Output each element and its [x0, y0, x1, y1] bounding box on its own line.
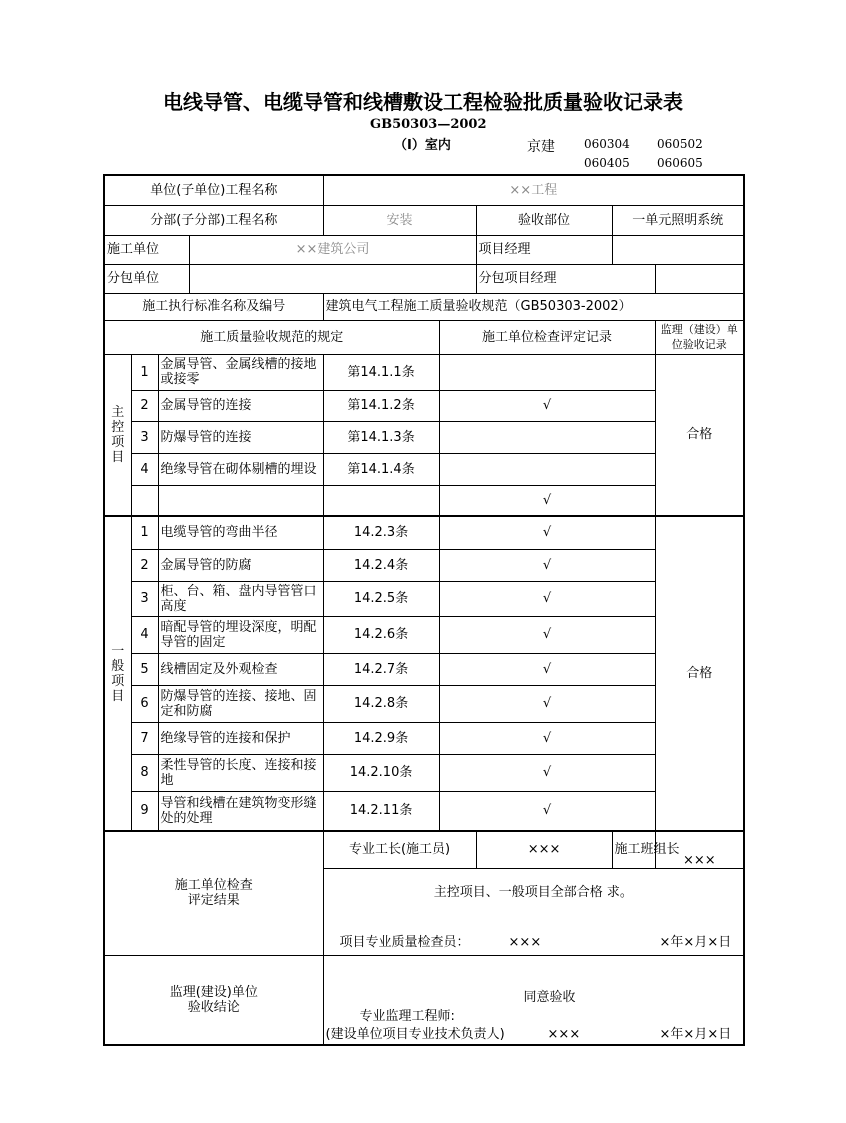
item-desc — [158, 485, 323, 516]
table-row — [104, 354, 744, 390]
subcontract-unit-label: 分包单位 — [104, 264, 189, 293]
owner-label: (建设单位项目专业技术负责人) — [325, 1026, 505, 1042]
item-check: √ — [439, 653, 655, 685]
item-desc: 金属导管的连接 — [158, 390, 323, 421]
supervision-column-header: 监理（建设）单位验收记录 — [655, 320, 744, 354]
construction-unit-value: ××建筑公司 — [189, 235, 476, 264]
sub-project-label: 分部(子分部)工程名称 — [104, 205, 323, 235]
item-clause: 第14.1.3条 — [323, 421, 439, 453]
item-desc: 绝缘导管在砌体剔槽的埋设 — [158, 453, 323, 485]
item-desc: 导管和线槽在建筑物变形缝处的处理 — [158, 791, 323, 831]
supervision-date: ×年×月×日 — [659, 1026, 732, 1042]
item-check: √ — [439, 516, 655, 549]
item-clause: 14.2.7条 — [323, 653, 439, 685]
item-no: 2 — [131, 390, 158, 421]
supervision-conclusion: 同意验收 — [523, 989, 576, 1005]
item-no: 3 — [131, 581, 158, 616]
item-check: √ — [439, 485, 655, 516]
standard-value: 建筑电气工程施工质量验收规范（GB50303-2002） — [323, 293, 744, 320]
item-check — [439, 354, 655, 390]
table-row — [104, 722, 744, 754]
subcontract-manager-label: 分包项目经理 — [476, 264, 655, 293]
record-column-header: 施工单位检查评定记录 — [439, 320, 655, 354]
item-desc: 防爆导管的连接、接地、固定和防腐 — [158, 685, 323, 722]
item-check — [439, 453, 655, 485]
item-desc: 柜、台、箱、盘内导管管口高度 — [158, 581, 323, 616]
general-group-result: 合格 — [655, 516, 744, 831]
form-subtitle: （Ⅰ）室内 — [394, 138, 451, 153]
code-1: 060304 — [584, 137, 630, 151]
unit-project-label: 单位(子单位)工程名称 — [104, 175, 323, 205]
code-4: 060605 — [657, 156, 703, 170]
project-manager-value — [612, 235, 744, 264]
item-clause: 第14.1.2条 — [323, 390, 439, 421]
general-group-label: 一 般 项 目 — [104, 516, 131, 831]
table-row — [104, 453, 744, 485]
item-check — [439, 421, 655, 453]
item-check: √ — [439, 685, 655, 722]
item-no: 2 — [131, 549, 158, 581]
spec-column-header: 施工质量验收规范的规定 — [104, 320, 439, 354]
item-no: 4 — [131, 453, 158, 485]
engineer-label: 专业监理工程师: — [359, 1008, 455, 1024]
item-desc: 金属导管、金属线槽的接地或接零 — [158, 354, 323, 390]
item-check: √ — [439, 390, 655, 421]
item-no: 9 — [131, 791, 158, 831]
item-check: √ — [439, 722, 655, 754]
acceptance-part-label: 验收部位 — [476, 205, 612, 235]
construction-check-body — [323, 868, 744, 955]
construction-conclusion: 主控项目、一般项目全部合格 求。 — [433, 884, 633, 900]
table-row — [104, 421, 744, 453]
item-check: √ — [439, 616, 655, 653]
item-clause: 14.2.9条 — [323, 722, 439, 754]
owner-value: ××× — [547, 1026, 581, 1042]
item-no: 1 — [131, 354, 158, 390]
table-row — [104, 516, 744, 549]
main-group-label: 主 控 项 目 — [104, 354, 131, 516]
item-clause: 14.2.10条 — [323, 754, 439, 791]
table-row — [104, 581, 744, 616]
item-no: 6 — [131, 685, 158, 722]
item-clause: 14.2.8条 — [323, 685, 439, 722]
item-check: √ — [439, 581, 655, 616]
item-clause: 14.2.3条 — [323, 516, 439, 549]
item-no: 8 — [131, 754, 158, 791]
item-desc: 金属导管的防腐 — [158, 549, 323, 581]
unit-project-value: ××工程 — [323, 175, 744, 205]
item-no: 4 — [131, 616, 158, 653]
item-clause: 14.2.4条 — [323, 549, 439, 581]
sub-project-value: 安装 — [323, 205, 476, 235]
code-2: 060502 — [657, 137, 703, 151]
subcontract-unit-value — [189, 264, 476, 293]
form-title: 电线导管、电缆导管和线槽敷设工程检验批质量验收记录表 — [163, 90, 683, 114]
item-no: 7 — [131, 722, 158, 754]
item-clause: 14.2.6条 — [323, 616, 439, 653]
inspection-record-table — [103, 174, 745, 1046]
team-leader-value: ××× — [655, 831, 744, 868]
item-clause — [323, 485, 439, 516]
item-no — [131, 485, 158, 516]
foreman-value: ××× — [476, 831, 612, 868]
item-desc: 柔性导管的长度、连接和接地 — [158, 754, 323, 791]
table-row — [104, 485, 744, 516]
item-clause: 14.2.11条 — [323, 791, 439, 831]
inspector-label: 项目专业质量检查员： — [339, 934, 470, 950]
inspector-value: ××× — [508, 934, 542, 950]
item-clause: 第14.1.1条 — [323, 354, 439, 390]
item-check: √ — [439, 754, 655, 791]
item-desc: 暗配导管的埋设深度，明配导管的固定 — [158, 616, 323, 653]
item-check: √ — [439, 791, 655, 831]
item-desc: 线槽固定及外观检查 — [158, 653, 323, 685]
subcontract-manager-value — [655, 264, 744, 293]
item-no: 5 — [131, 653, 158, 685]
region-label: 京建 — [527, 139, 555, 155]
project-manager-label: 项目经理 — [476, 235, 612, 264]
main-group-result: 合格 — [655, 354, 744, 516]
table-row — [104, 616, 744, 653]
team-leader-label: 施工班组长 — [612, 831, 655, 868]
construction-unit-label: 施工单位 — [104, 235, 189, 264]
item-check: √ — [439, 549, 655, 581]
table-row — [104, 653, 744, 685]
supervision-label: 监理(建设)单位 验收结论 — [104, 955, 323, 1045]
table-row — [104, 685, 744, 722]
item-clause: 第14.1.4条 — [323, 453, 439, 485]
item-no: 3 — [131, 421, 158, 453]
table-row — [104, 390, 744, 421]
table-row — [104, 754, 744, 791]
code-3: 060405 — [584, 156, 630, 170]
item-desc: 防爆导管的连接 — [158, 421, 323, 453]
standard-code: GB50303—2002 — [370, 117, 487, 132]
construction-date: ×年×月×日 — [659, 934, 732, 950]
item-desc: 绝缘导管的连接和保护 — [158, 722, 323, 754]
foreman-label: 专业工长(施工员) — [323, 831, 476, 868]
standard-label: 施工执行标准名称及编号 — [104, 293, 323, 320]
supervision-body — [323, 955, 744, 1045]
item-no: 1 — [131, 516, 158, 549]
table-row — [104, 549, 744, 581]
item-desc: 电缆导管的弯曲半径 — [158, 516, 323, 549]
table-row — [104, 791, 744, 831]
construction-check-label: 施工单位检查 评定结果 — [104, 831, 323, 955]
item-clause: 14.2.5条 — [323, 581, 439, 616]
acceptance-part-value: 一单元照明系统 — [612, 205, 744, 235]
